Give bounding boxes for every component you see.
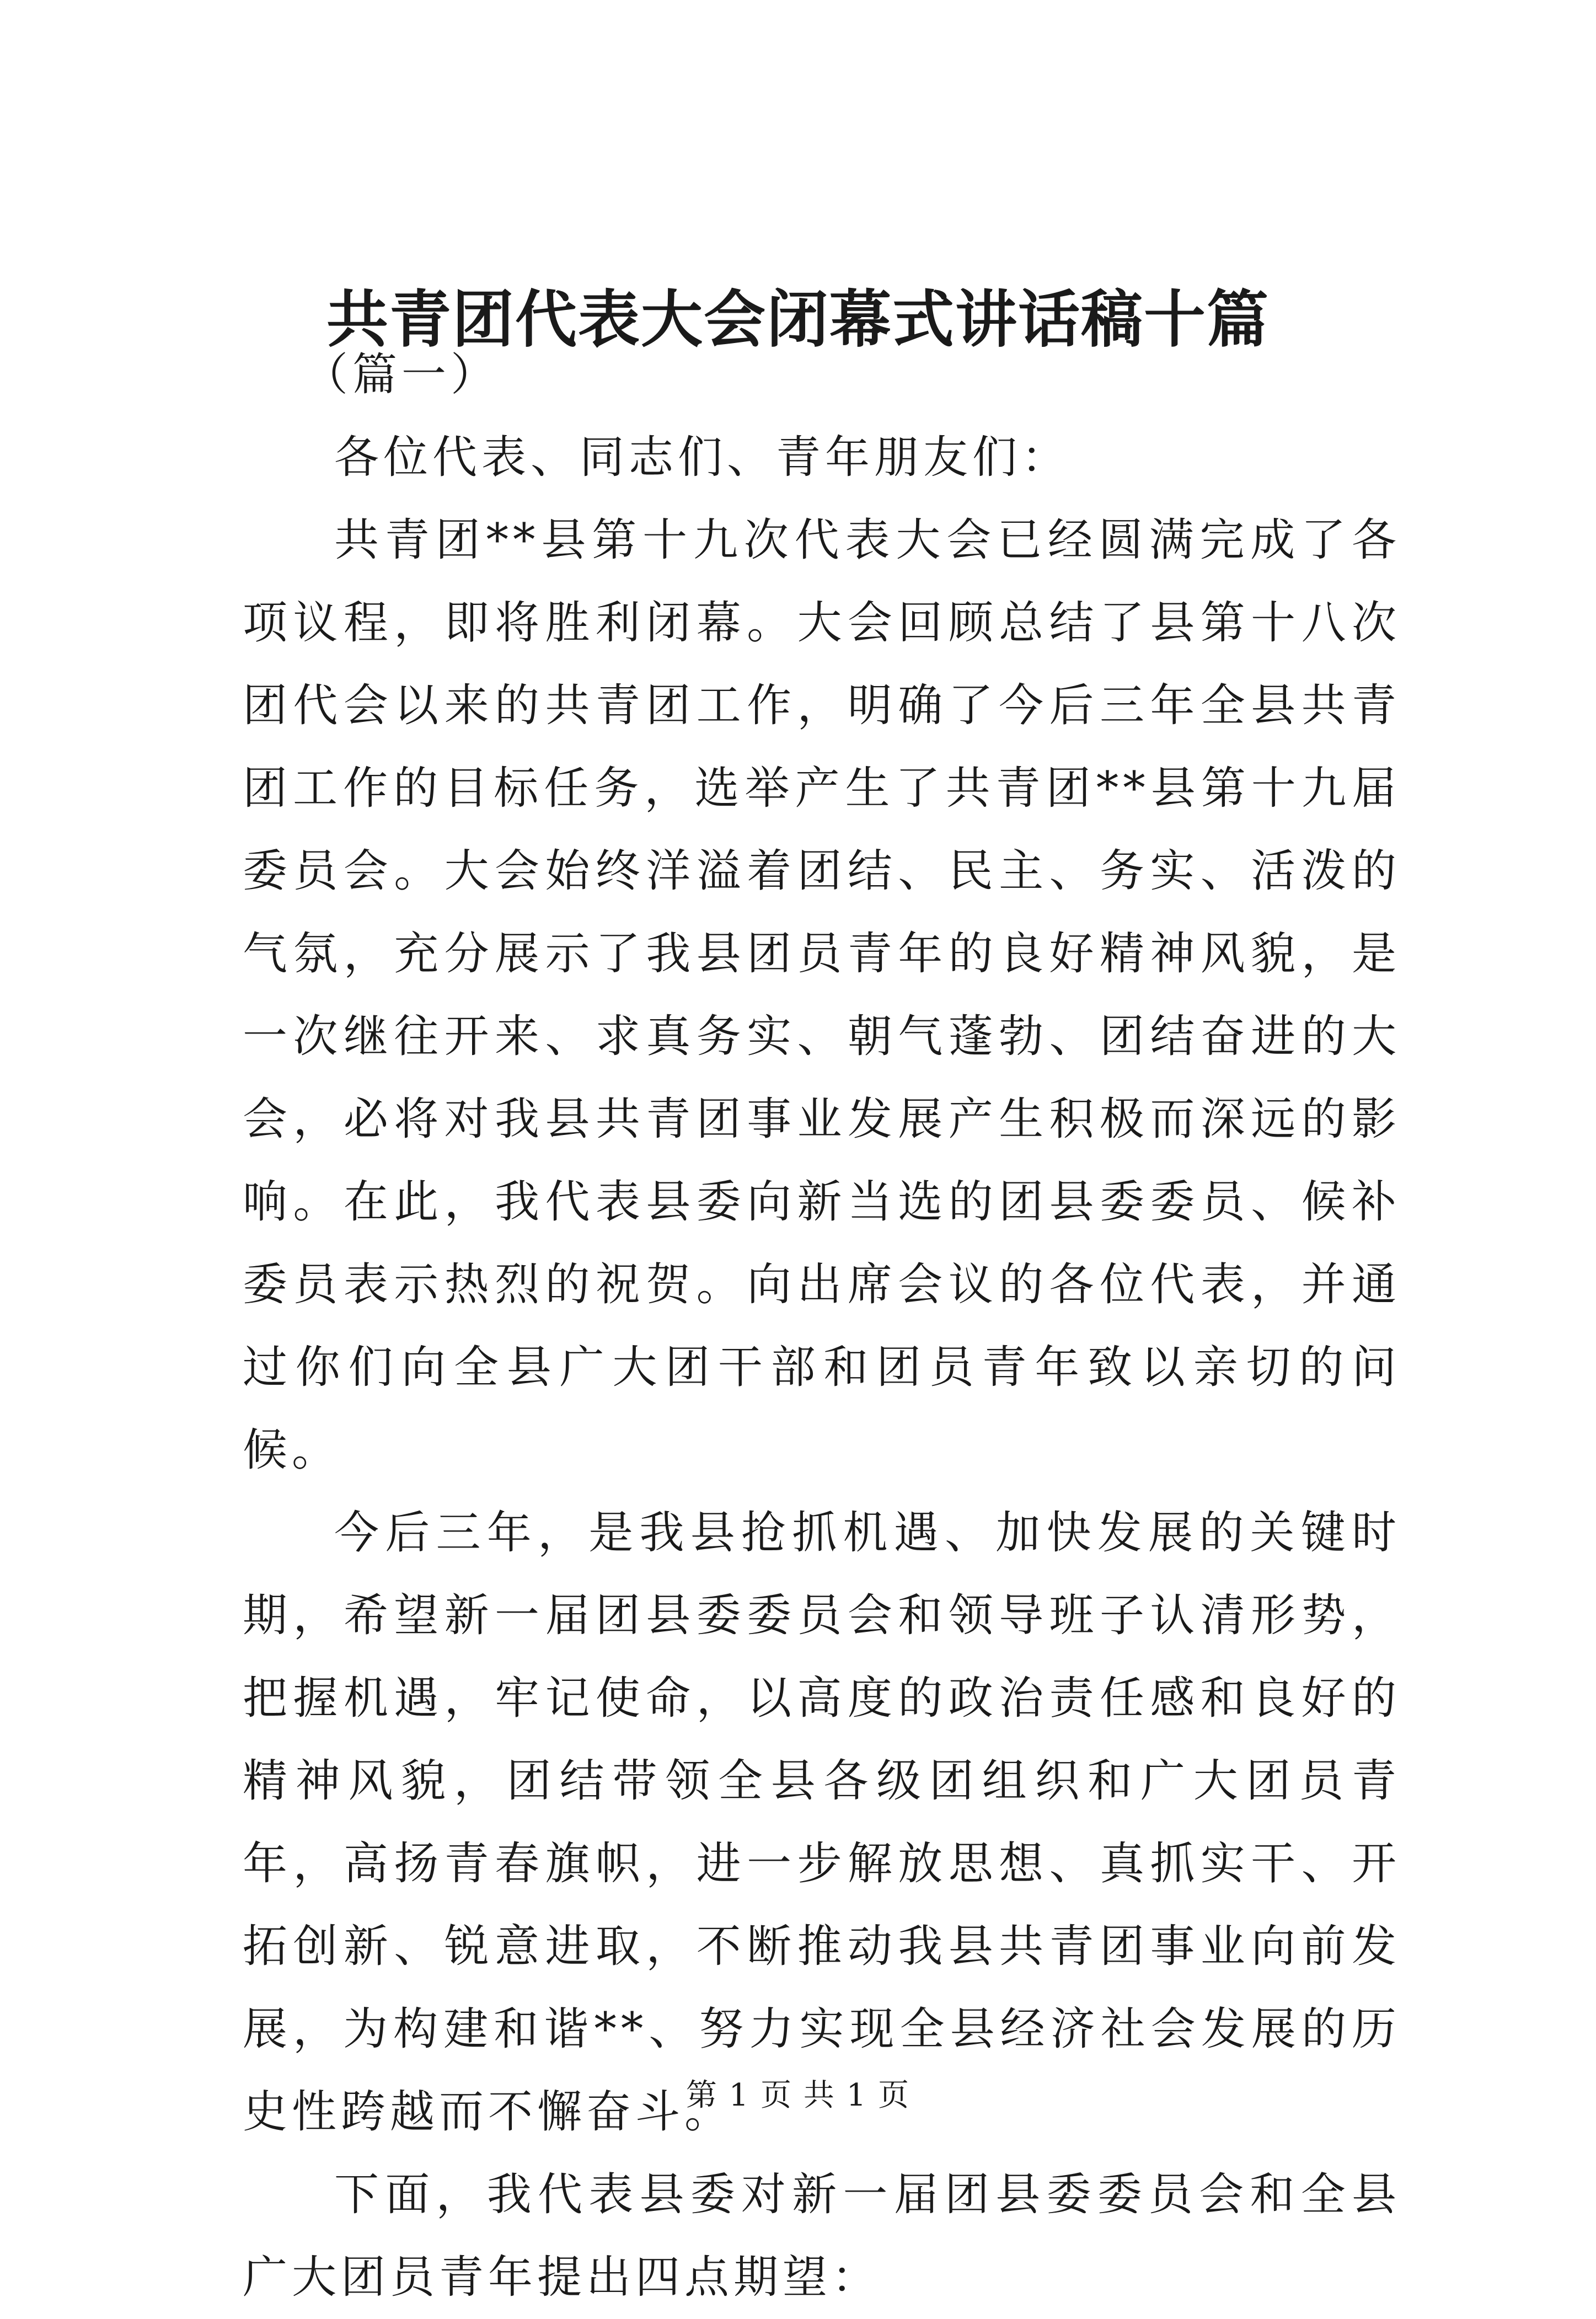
body-paragraph: 今后三年，是我县抢抓机遇、加快发展的关键时期，希望新一届团县委委员会和领导班子认清形势，把握机遇，牢记使命，以高度的政治责任感和良好的精神风貌，团结带领全县各级团组织和广大团员青年，高扬青春旗帜，进一步解放思想、真抓实干、开拓创新、锐意进取，不断推动我县共青团事业向前发展，为构建和谐**、努力实现全县经济社会发展的历史性跨越而不懈奋斗。	[243, 1507, 1401, 2138]
body-paragraph: 共青团**县第十九次代表大会已经圆满完成了各项议程，即将胜利闭幕。大会回顾总结了县第十八次团代会以来的共青团工作，明确了今后三年全县共青团工作的目标任务，选举产生了共青团**县第十九届委员会。大会始终洋溢着团结、民主、务实、活泼的气氛，充分展示了我县团员青年的良好精神风貌，是一次继往开来、求真务实、朝气蓬勃、团结奋进的大会，必将对我县共青团事业发展产生积极而深远的影响。在此，我代表县委向新当选的团县委委员、候补委员表示热烈的祝贺。向出席会议的各位代表，并通过你们向全县广大团干部和团员青年致以亲切的问候。	[243, 515, 1401, 1476]
section-label: （篇一）	[303, 349, 500, 401]
salutation-paragraph: 各位代表、同志们、青年朋友们：	[334, 432, 1071, 484]
body-paragraph: 下面，我代表县委对新一届团县委委员会和全县广大团员青年提出四点期望：	[243, 2169, 1401, 2304]
document-body	[243, 334, 1401, 2319]
page-number-footer: 第 1 页 共 1 页	[685, 2077, 911, 2113]
document-title: 共青团代表大会闭幕式讲话稿十篇	[326, 283, 1270, 356]
